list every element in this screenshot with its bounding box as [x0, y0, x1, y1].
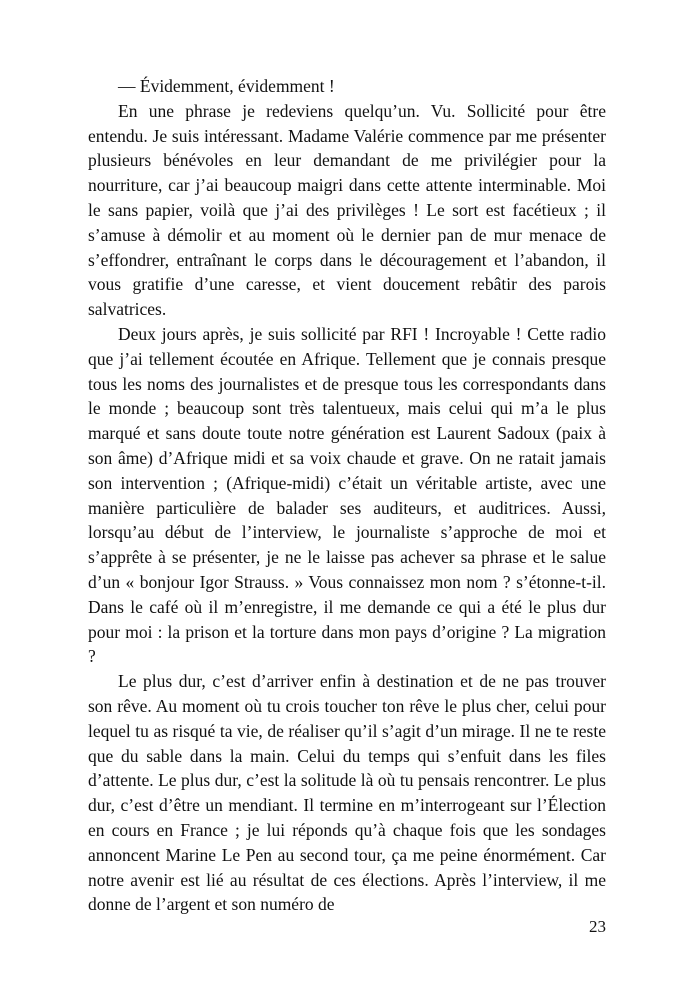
paragraph: Deux jours après, je suis sollicité par RFI ! Incroyable ! Cette radio que j’ai tellement écoutée en Afrique. Tellement que je connais presque tous les noms des journalistes et de presque tous les correspondants dans le monde ; beaucoup sont très talentueux, mais celui qui m’a le plus marqué et sans doute toute notre génération est Laurent Sadoux (paix à son âme) d’Afrique midi et sa voix chaude et grave. On ne ratait jamais son intervention ; (Afrique-midi) c’était un véritable artiste, avec une manière particulière de balader ses auditeurs, et auditrices. Aussi, lorsqu’au début de l’interview, le journaliste s’approche de moi et s’apprête à se présenter, je ne le laisse pas achever sa phrase et le salue d’un « bonjour Igor Strauss. » Vous connaissez mon nom ? s’étonne-t-il. Dans le café où il m’enregistre, il me demande ce qui a été le plus dur pour moi : la prison et la torture dans mon pays d’origine ? La migration ?	[88, 323, 606, 667]
paragraph: — Évidemment, évidemment !	[118, 76, 335, 96]
paragraph: En une phrase je redeviens quelqu’un. Vu. Sollicité pour être entendu. Je suis intéressant. Madame Valérie commence par me présenter plusieurs bénévoles en leur demandant de me privilégier pour la nourriture, car j’ai beaucoup maigri dans cette attente interminable. Moi le sans papier, voilà que j’ai des privilèges ! Le sort est facétieux ; il s’amuse à démolir et au moment où le dernier pan de mur menace de s’effondrer, entraînant le corps dans le découragement et l’abandon, il vous gratifie d’une caresse, et vient doucement rebâtir des parois salvatrices.	[88, 100, 606, 320]
body-text	[88, 74, 606, 917]
paragraph: Le plus dur, c’est d’arriver enfin à destination et de ne pas trouver son rêve. Au moment où tu crois toucher ton rêve le plus cher, celui pour lequel tu as risqué ta vie, de réaliser qu’il s’agit d’un mirage. Il ne te reste que du sable dans la main. Celui du temps qui s’enfuit dans les files d’attente. Le plus dur, c’est la solitude là où tu pensais rencontrer. Le plus dur, c’est d’être un mendiant. Il termine en m’interrogeant sur l’Élection en cours en France ; je lui réponds qu’à chaque fois que les sondages annoncent Marine Le Pen au second tour, ça me peine énormément. Car notre avenir est lié au résultat de ces élections. Après l’interview, il me donne de l’argent et son numéro de	[88, 671, 606, 915]
page-number: 23	[589, 917, 606, 936]
